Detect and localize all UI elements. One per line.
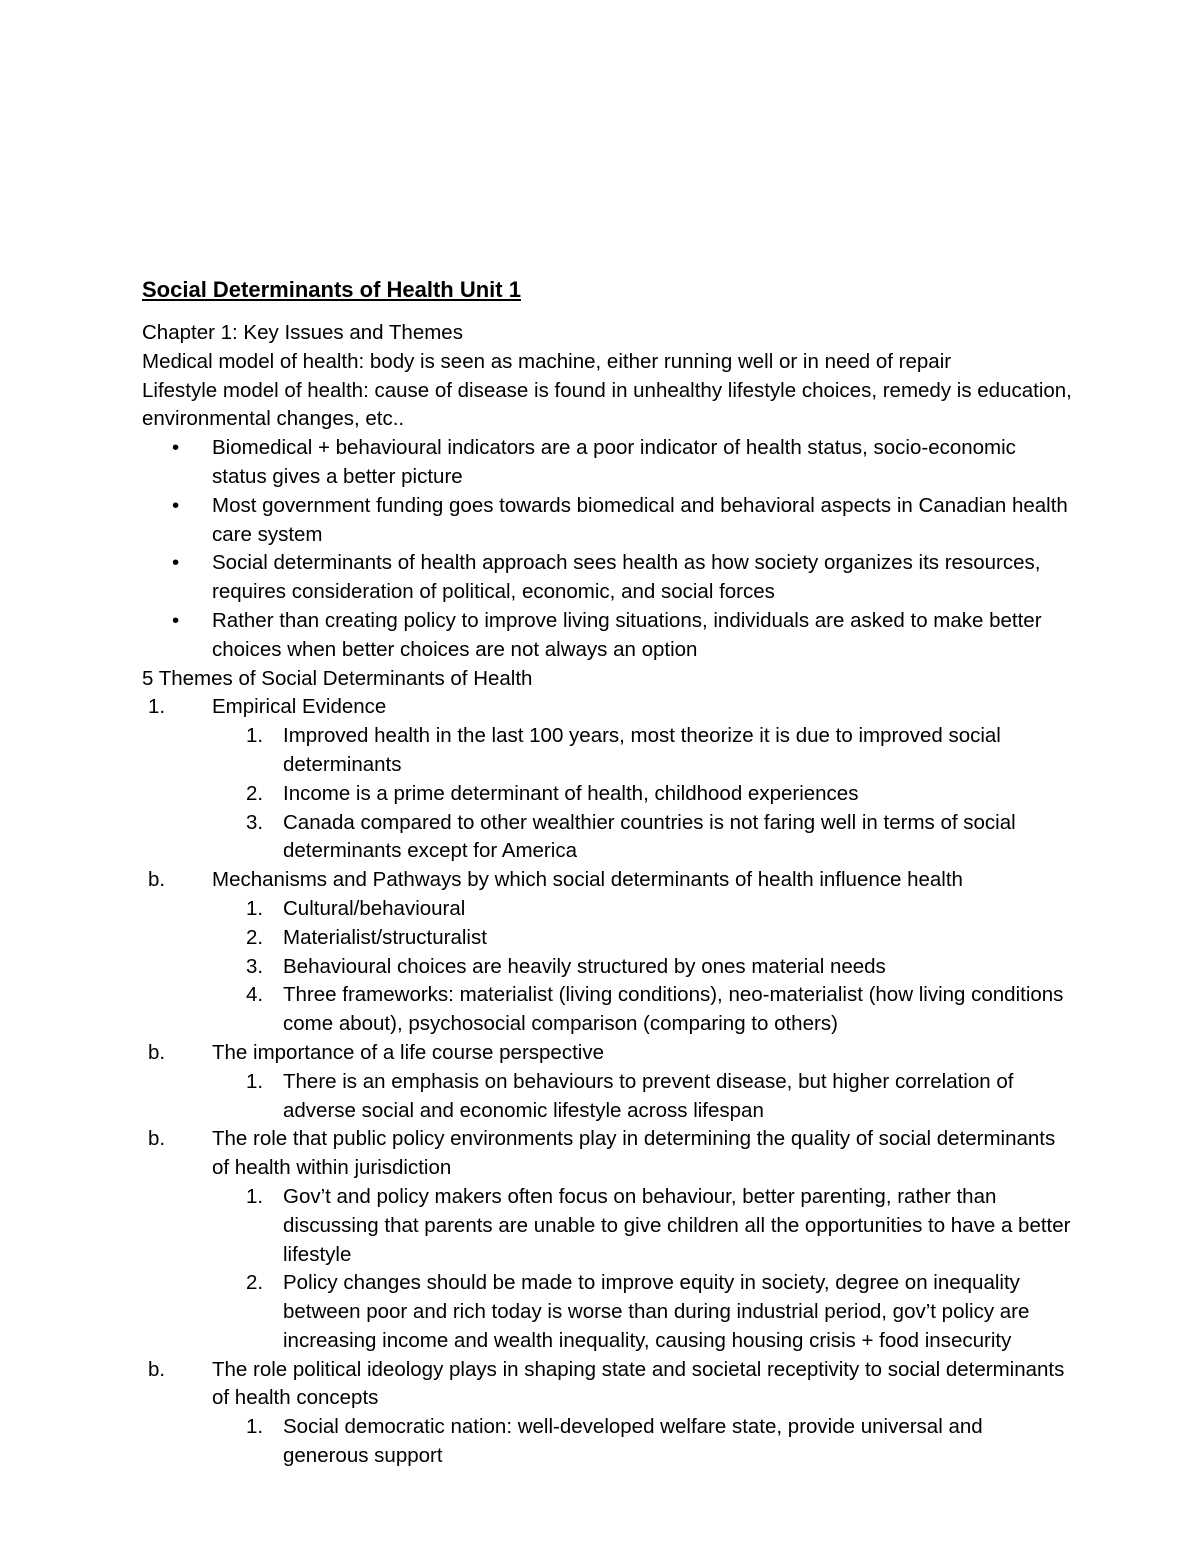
list-marker: 1. [246,1069,264,1093]
list-marker: 1. [148,695,166,719]
bullet-text: Biomedical + behavioural indicators are a poor indicator of health status, socio-economic status gives a better picture [212,436,1016,488]
list-marker: 4. [246,983,264,1007]
sub-item [142,1183,1072,1269]
sub-item-text: Three frameworks: materialist (living conditions), neo-materialist (how living conditions come about), psychosocial comparison (comparing to others) [283,983,1064,1036]
sub-item-text: There is an emphasis on behaviours to prevent disease, but higher correlation of adverse social and economic lifestyle across lifespan [283,1069,1014,1122]
sub-item-text: Income is a prime determinant of health, childhood experiences [283,781,859,805]
sub-item-text: Policy changes should be made to improve equity in society, degree on inequality between poor and rich today is worse than during industrial period, gov’t policy are increasing income and wealth inequality, causing housing crisis + food insecurity [283,1271,1030,1352]
list-marker: 1. [246,724,264,748]
bullet-marker: • [172,551,180,575]
sub-item [142,981,1072,1039]
sub-item-text: Materialist/structuralist [283,925,487,949]
list-marker: 1. [246,1415,264,1439]
document-content [142,275,1072,1471]
intro-paragraph: Medical model of health: body is seen as machine, either running well or in need of repair [142,349,952,373]
sub-item [142,1068,1072,1126]
bullet-text: Most government funding goes towards biomedical and behavioral aspects in Canadian health care system [212,493,1068,546]
page-title: Social Determinants of Health Unit 1 [142,277,521,302]
bullet-marker: • [172,608,180,632]
bullet-text: Social determinants of health approach sees health as how society organizes its resources, requires consideration of political, economic, and social forces [212,551,1041,604]
list-marker: 2. [246,925,264,949]
sub-item-text: Social democratic nation: well-developed welfare state, provide universal and generous support [283,1415,983,1468]
theme-item [142,693,1072,722]
list-marker: b. [148,1040,166,1064]
theme-text: Mechanisms and Pathways by which social determinants of health influence health [212,868,963,892]
bullet-item [142,607,1072,665]
bullet-marker: • [172,436,180,460]
sub-item-text: Behavioural choices are heavily structured by ones material needs [283,954,886,978]
bullet-item [142,492,1072,550]
sub-item-text: Gov’t and policy makers often focus on behaviour, better parenting, rather than discussing that parents are unable to give children all the opportunities to have a better lifestyle [283,1184,1071,1266]
theme-item [142,866,1072,895]
list-marker: b. [148,1357,166,1381]
list-marker: 1. [246,1184,264,1208]
theme-text: The role political ideology plays in shaping state and societal receptivity to social determinants of health concepts [212,1357,1065,1410]
sub-item [142,1413,1072,1471]
sub-item [142,809,1072,867]
chapter-heading: Chapter 1: Key Issues and Themes [142,321,463,344]
intro-paragraph: Lifestyle model of health: cause of disease is found in unhealthy lifestyle choices, remedy is education, environmental changes, etc.. [142,378,1072,431]
bullet-item [142,549,1072,607]
list-marker: 2. [246,781,264,805]
sub-item-text: Canada compared to other wealthier countries is not faring well in terms of social determinants except for America [283,810,1016,863]
list-marker: 1. [246,896,264,920]
bullet-marker: • [172,493,180,517]
sub-item [142,722,1072,780]
theme-item [142,1039,1072,1068]
theme-item [142,1356,1072,1414]
sub-item-text: Improved health in the last 100 years, most theorize it is due to improved social determinants [283,724,1001,776]
list-marker: 3. [246,954,264,978]
theme-text: Empirical Evidence [212,695,387,719]
list-marker: b. [148,1127,166,1151]
sub-item [142,1269,1072,1355]
sub-item-text: Cultural/behavioural [283,896,466,920]
sub-item [142,780,1072,809]
bullet-item [142,434,1072,492]
list-marker: 2. [246,1271,264,1295]
theme-text: The importance of a life course perspective [212,1040,604,1064]
sub-item [142,953,1072,982]
themes-heading: 5 Themes of Social Determinants of Health [142,666,533,690]
theme-item [142,1125,1072,1183]
list-marker: 3. [246,810,264,834]
sub-item [142,924,1072,953]
theme-text: The role that public policy environments play in determining the quality of social determinants of health within jurisdiction [212,1127,1056,1180]
list-marker: b. [148,868,166,892]
sub-item [142,895,1072,924]
bullet-text: Rather than creating policy to improve living situations, individuals are asked to make better choices when better choices are not always an option [212,608,1042,661]
